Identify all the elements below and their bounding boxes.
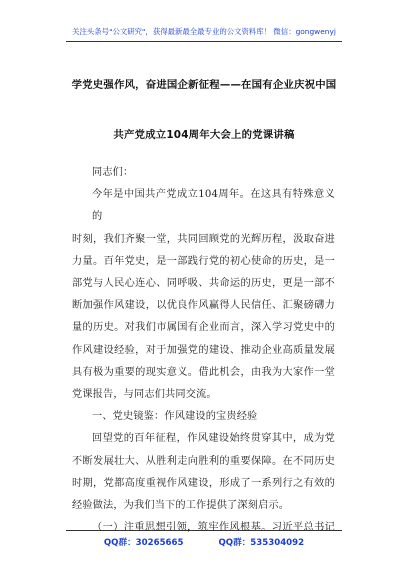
- footer-divider: [66, 530, 342, 531]
- body-line: 断加强作风建设，以优良作风赢得人民信任、汇聚磅礴力: [72, 300, 335, 312]
- section-heading: 一、党史镜鉴：作风建设的宝贵经验: [92, 411, 258, 423]
- body-line: 量的历史。对我们市属国有企业而言，深入学习党史中的: [72, 322, 335, 334]
- header-divider: [66, 41, 342, 42]
- greeting: 同志们：: [92, 167, 134, 178]
- body-line: 经验做法，为我们当下的工作提供了深刻启示。: [72, 500, 290, 512]
- body-line: 具有极为重要的现实意义。借此机会，由我为大家作一堂: [72, 366, 335, 378]
- document-title-line-2: 共产党成立104周年大会上的党课讲稿: [113, 129, 295, 141]
- document-body: [72, 162, 335, 539]
- body-line: 今年是中国共产党成立104周年。在这具有特殊意义的: [92, 189, 335, 223]
- footer-contact: [0, 536, 408, 548]
- body-line: 部党与人民心连心、同呼吸、共命运的历史，更是一部不: [72, 278, 335, 290]
- document-title-line-1: 学党史强作风，奋进国企新征程——在国有企业庆祝中国: [71, 79, 337, 91]
- footer-qq-group-2: QQ群：535304092: [218, 538, 305, 548]
- body-line: 力量。百年党史，是一部践行党的初心使命的历史，是一: [72, 255, 335, 267]
- body-line: 时期，党都高度重视作风建设，形成了一系列行之有效的: [72, 477, 335, 489]
- body-line: 回望党的百年征程，作风建设始终贯穿其中，成为党: [92, 433, 335, 445]
- body-line: （一）注重思想引领，筑牢作风根基。习近平总书记: [92, 522, 335, 534]
- body-line: 党课报告，与同志们共同交流。: [72, 389, 217, 401]
- body-line: 作风建设经验，对于加强党的建设、推动企业高质量发展: [72, 344, 335, 356]
- header-notice: 关注头条号"公文研究"，获得最新最全最专业的公文资料库！ 微信：gongwenyj: [72, 27, 336, 36]
- body-line: 时刻，我们齐聚一堂，共同回顾党的光辉历程，汲取奋进: [72, 233, 335, 245]
- body-line: 不断发展壮大、从胜利走向胜利的重要保障。在不同历史: [72, 455, 335, 467]
- footer-qq-group-1: QQ群：30265665: [103, 538, 184, 548]
